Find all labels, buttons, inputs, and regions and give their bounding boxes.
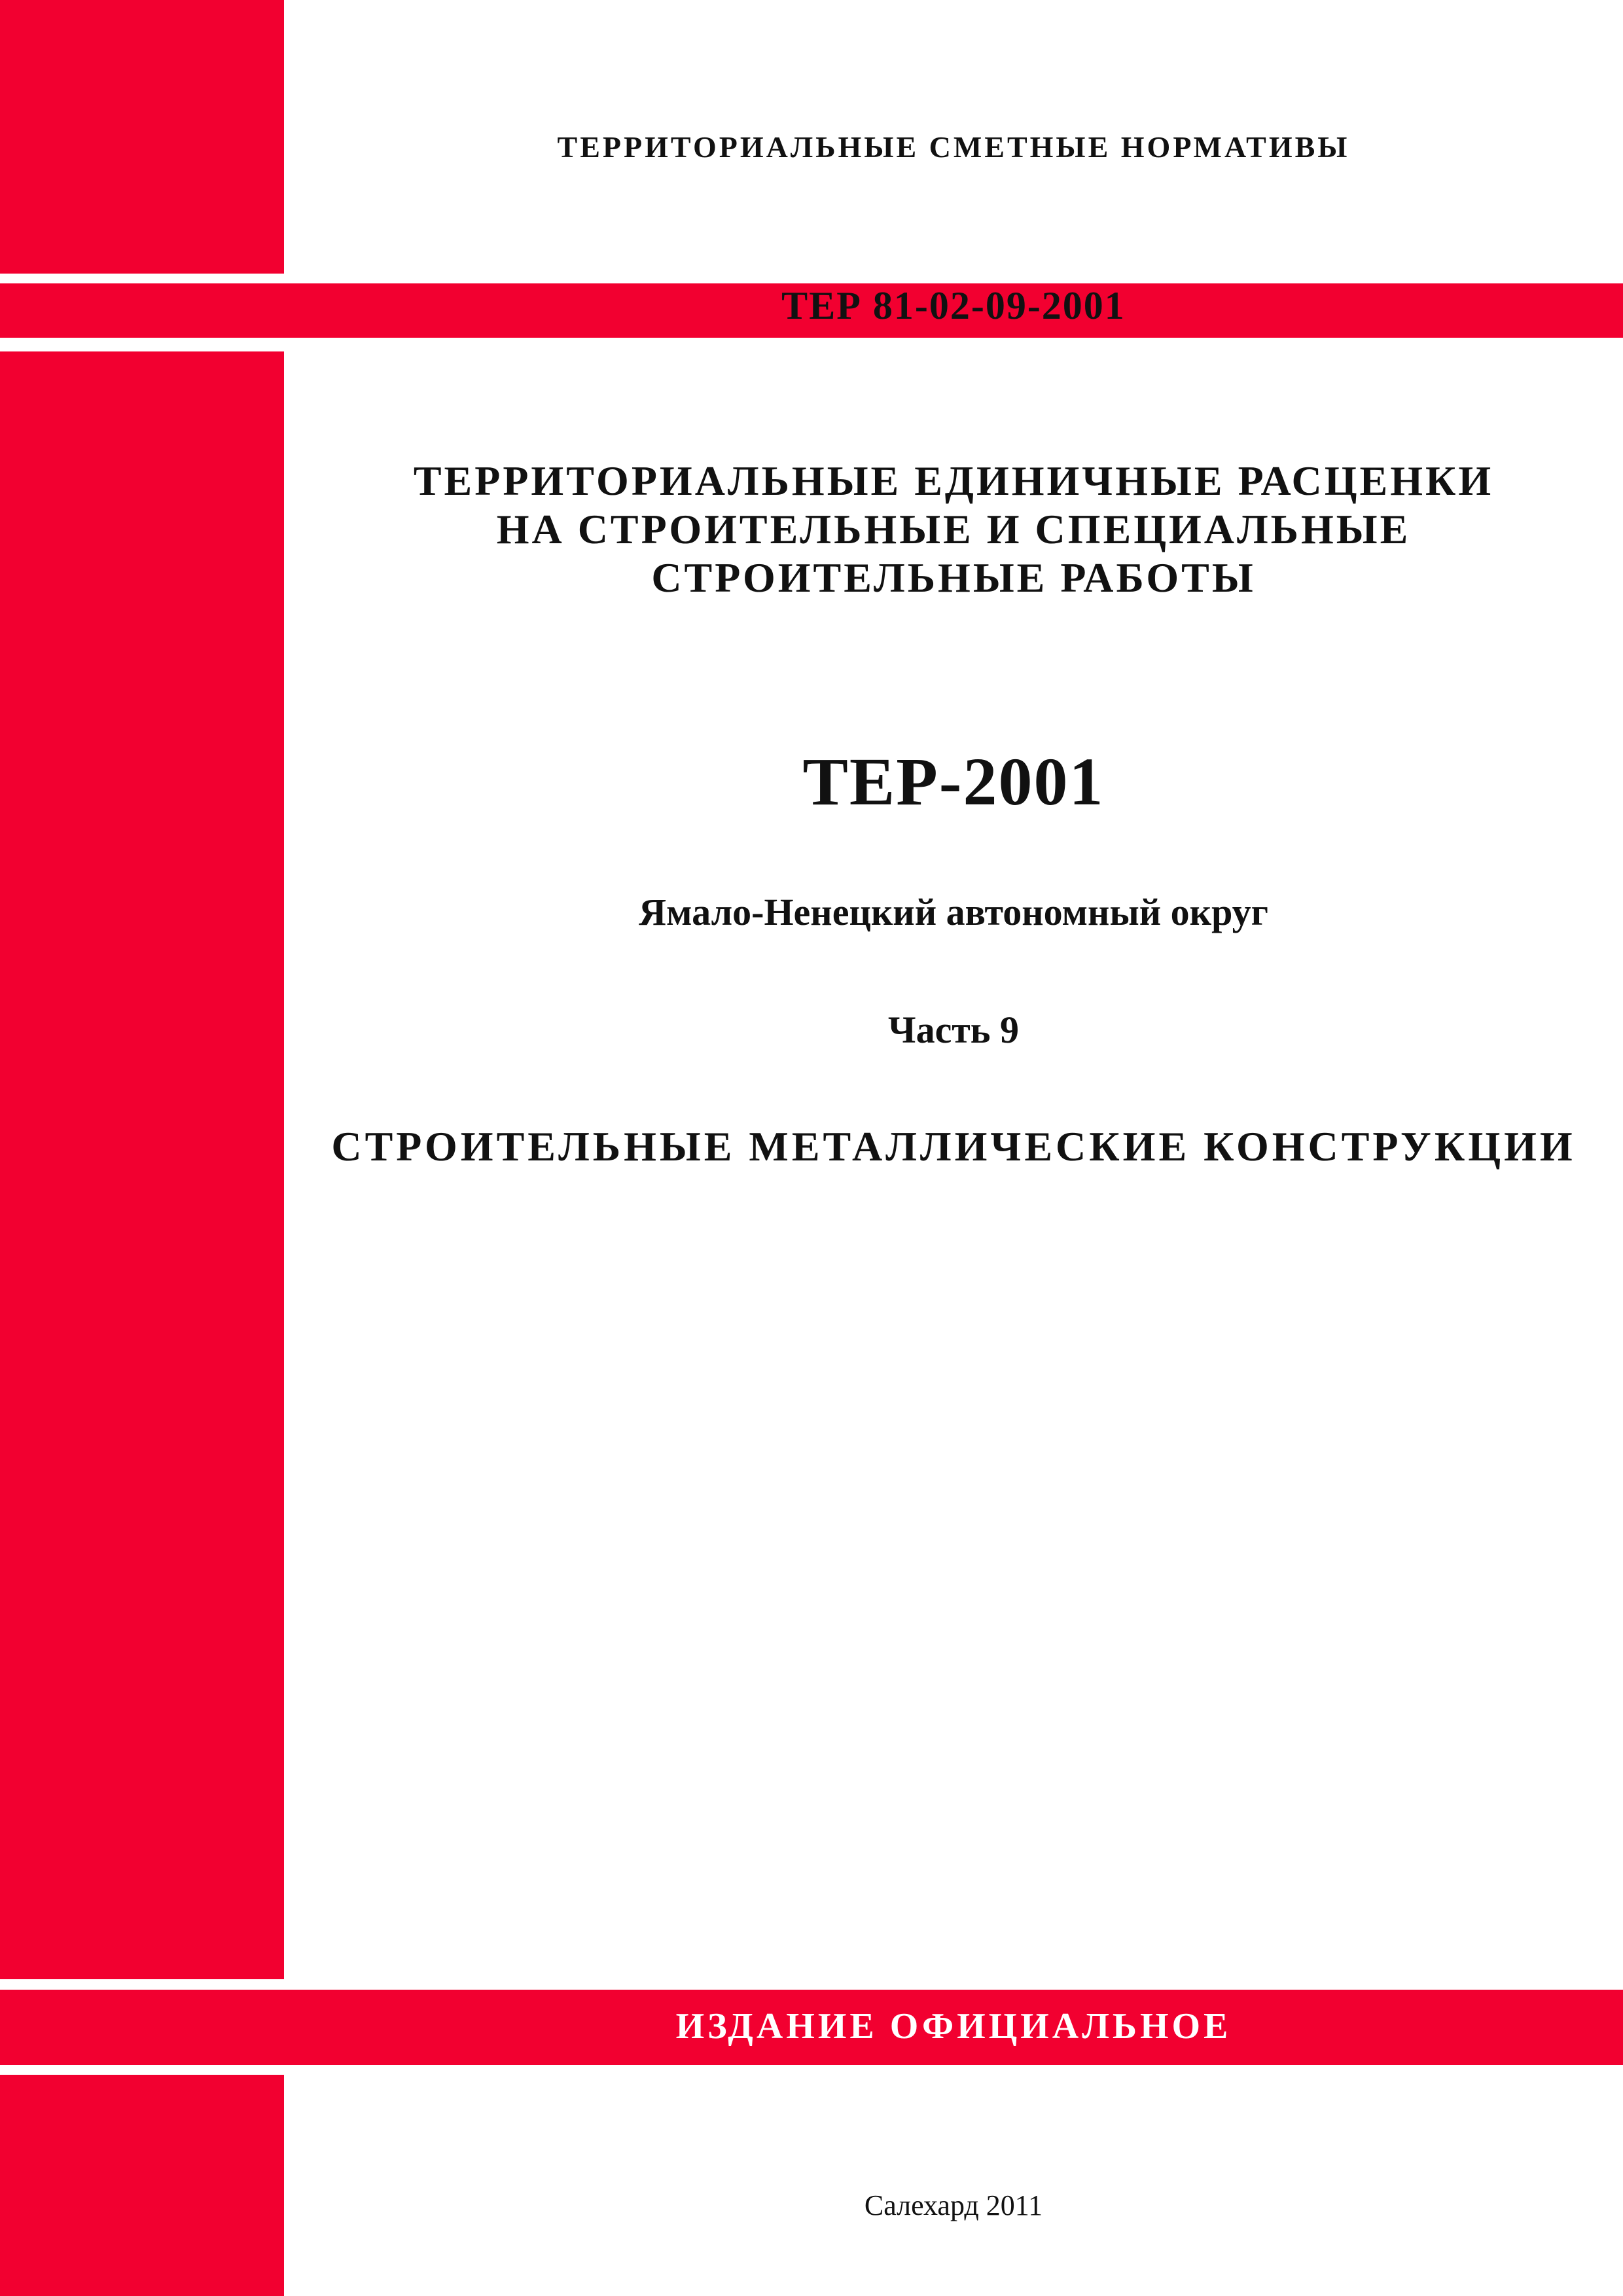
imprint-city-year: Салехард 2011: [864, 2189, 1043, 2221]
left-red-panel-bottom: [0, 2075, 284, 2296]
document-title-line-1: ТЕРРИТОРИАЛЬНЫЕ ЕДИНИЧНЫЕ РАСЦЕНКИ: [413, 457, 1494, 504]
collection-abbreviation: ТЕР-2001: [802, 744, 1105, 819]
document-title: [284, 457, 1623, 602]
left-red-panel-top: [0, 0, 284, 274]
left-red-panel-middle: [0, 351, 284, 1979]
region-name: Ямало-Ненецкий автономный округ: [639, 891, 1268, 933]
document-title-line-2: НА СТРОИТЕЛЬНЫЕ И СПЕЦИАЛЬНЫЕ: [496, 506, 1411, 552]
part-number: Часть 9: [888, 1009, 1019, 1051]
edition-label: ИЗДАНИЕ ОФИЦИАЛЬНОЕ: [675, 2006, 1232, 2047]
series-label: ТЕРРИТОРИАЛЬНЫЕ СМЕТНЫЕ НОРМАТИВЫ: [557, 130, 1350, 164]
document-title-line-3: СТРОИТЕЛЬНЫЕ РАБОТЫ: [651, 554, 1256, 601]
document-code: ТЕР 81-02-09-2001: [781, 284, 1126, 327]
section-title: СТРОИТЕЛЬНЫЕ МЕТАЛЛИЧЕСКИЕ КОНСТРУКЦИИ: [331, 1123, 1576, 1170]
